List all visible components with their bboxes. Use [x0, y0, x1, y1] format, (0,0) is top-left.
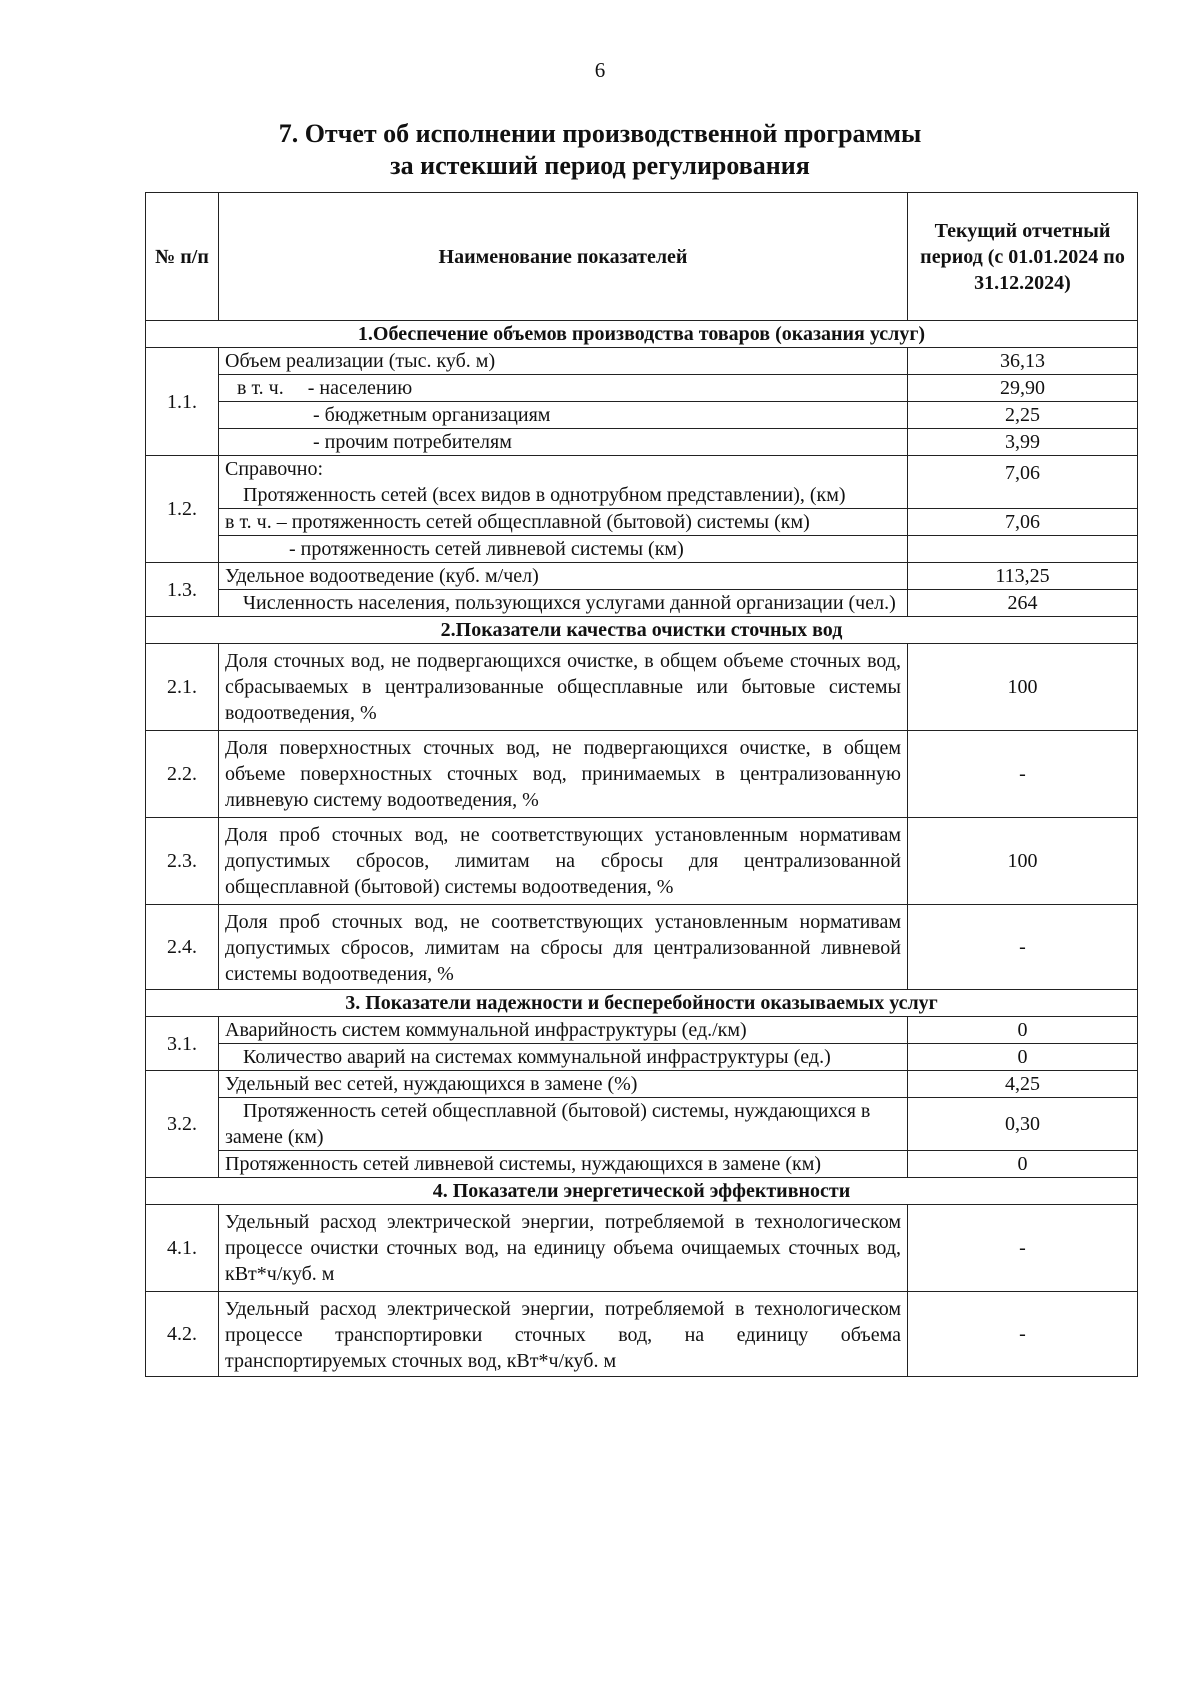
table-row: [146, 1017, 1138, 1044]
table-row: [146, 644, 1138, 731]
table-row: [146, 1292, 1138, 1377]
row-value: 29,90: [908, 375, 1138, 402]
section-4-title: 4. Показатели энергетической эффективности: [146, 1178, 1138, 1205]
row-label-reference: Справочно:: [225, 458, 324, 480]
row-label-text: Протяженность сетей (всех видов в однотрубном представлении), (км): [243, 484, 846, 506]
section-row: [146, 1178, 1138, 1205]
row-value: 113,25: [908, 563, 1138, 590]
document-title: [0, 118, 1200, 182]
row-label: - прочим потребителям: [219, 429, 908, 456]
row-number: 1.3.: [146, 563, 219, 617]
table-row: [146, 1151, 1138, 1178]
row-number: 4.2.: [146, 1292, 219, 1377]
table-row: [146, 731, 1138, 818]
row-value: -: [908, 1292, 1138, 1377]
title-line-1: 7. Отчет об исполнении производственной программы: [278, 119, 922, 148]
row-value: 264: [908, 590, 1138, 617]
table-row: [146, 429, 1138, 456]
row-label: Доля проб сточных вод, не соответствующих установленным нормативам допустимых сбросов, лимитам на сбросы для централизованной ливневой системы водоотведения, %: [219, 905, 908, 990]
row-label-text: - населению: [307, 377, 413, 399]
table-row: [146, 563, 1138, 590]
section-1-title: 1.Обеспечение объемов производства товаров (оказания услуг): [146, 321, 1138, 348]
table-row: [146, 348, 1138, 375]
row-value: [908, 536, 1138, 563]
row-value: 0: [908, 1151, 1138, 1178]
table-row: [146, 590, 1138, 617]
row-label: - протяженность сетей ливневой системы (км): [219, 536, 908, 563]
table-row: [146, 818, 1138, 905]
row-prefix: в т. ч.: [237, 377, 284, 399]
row-number: 2.4.: [146, 905, 219, 990]
row-number: 1.2.: [146, 456, 219, 563]
table-row: [146, 1071, 1138, 1098]
page-number: 6: [594, 58, 606, 82]
header-name: Наименование показателей: [219, 193, 908, 321]
row-label: Удельный вес сетей, нуждающихся в замене (%): [219, 1071, 908, 1098]
table-row: [146, 1044, 1138, 1071]
row-value: 0,30: [908, 1098, 1138, 1151]
row-label: Доля сточных вод, не подвергающихся очистке, в общем объеме сточных вод, сбрасываемых в централизованные общесплавные или бытовые системы водоотведения, %: [219, 644, 908, 731]
table-row: [146, 905, 1138, 990]
table-row: [146, 1098, 1138, 1151]
row-label: Доля поверхностных сточных вод, не подвергающихся очистке, в общем объеме поверхностных сточных вод, принимаемых в централизованную ливневую систему водоотведения, %: [219, 731, 908, 818]
row-label: Протяженность сетей ливневой системы, нуждающихся в замене (км): [219, 1151, 908, 1178]
row-number: 3.1.: [146, 1017, 219, 1071]
row-value: 36,13: [908, 348, 1138, 375]
section-row: [146, 321, 1138, 348]
row-label: Объем реализации (тыс. куб. м): [219, 348, 908, 375]
row-label: Доля проб сточных вод, не соответствующих установленным нормативам допустимых сбросов, лимитам на сбросы для централизованной общесплавной (бытовой) системы водоотведения, %: [219, 818, 908, 905]
row-number: 3.2.: [146, 1071, 219, 1178]
row-value: -: [908, 731, 1138, 818]
section-row: [146, 990, 1138, 1017]
row-value: 0: [908, 1017, 1138, 1044]
table-row: [146, 456, 1138, 509]
row-label: Аварийность систем коммунальной инфраструктуры (ед./км): [219, 1017, 908, 1044]
section-row: [146, 617, 1138, 644]
row-number: 4.1.: [146, 1205, 219, 1292]
row-value: 3,99: [908, 429, 1138, 456]
row-number: 1.1.: [146, 348, 219, 456]
table-row: [146, 375, 1138, 402]
title-line-2: за истекший период регулирования: [390, 151, 810, 180]
row-value: 7,06: [908, 456, 1138, 509]
table-row: [146, 402, 1138, 429]
row-number: 2.2.: [146, 731, 219, 818]
table-header-row: [146, 193, 1138, 321]
row-value: 0: [908, 1044, 1138, 1071]
row-value: -: [908, 1205, 1138, 1292]
row-value: 2,25: [908, 402, 1138, 429]
row-label: в т. ч. – протяженность сетей общесплавной (бытовой) системы (км): [219, 509, 908, 536]
section-3-title: 3. Показатели надежности и бесперебойности оказываемых услуг: [146, 990, 1138, 1017]
table-row: [146, 536, 1138, 563]
header-period: Текущий отчетный период (с 01.01.2024 по 31.12.2024): [908, 193, 1138, 321]
row-label: Протяженность сетей общесплавной (бытовой) системы, нуждающихся в замене (км): [219, 1098, 908, 1151]
row-value: 100: [908, 818, 1138, 905]
row-label: Количество аварий на системах коммунальной инфраструктуры (ед.): [219, 1044, 908, 1071]
row-label: Численность населения, пользующихся услугами данной организации (чел.): [219, 590, 908, 617]
row-label: [219, 456, 908, 509]
row-value: 100: [908, 644, 1138, 731]
section-2-title: 2.Показатели качества очистки сточных вод: [146, 617, 1138, 644]
row-value: 4,25: [908, 1071, 1138, 1098]
row-value: 7,06: [908, 509, 1138, 536]
table-row: [146, 509, 1138, 536]
row-label: [219, 375, 908, 402]
row-value: -: [908, 905, 1138, 990]
row-label: Удельный расход электрической энергии, потребляемой в технологическом процессе очистки сточных вод, на единицу объема очищаемых сточных вод, кВт*ч/куб. м: [219, 1205, 908, 1292]
row-label: - бюджетным организациям: [219, 402, 908, 429]
row-number: 2.1.: [146, 644, 219, 731]
row-number: 2.3.: [146, 818, 219, 905]
table-row: [146, 1205, 1138, 1292]
production-program-table: [145, 192, 1138, 1377]
row-label: Удельное водоотведение (куб. м/чел): [219, 563, 908, 590]
row-label: Удельный расход электрической энергии, потребляемой в технологическом процессе транспортировки сточных вод, на единицу объема транспортируемых сточных вод, кВт*ч/куб. м: [219, 1292, 908, 1377]
header-num: № п/п: [146, 193, 219, 321]
